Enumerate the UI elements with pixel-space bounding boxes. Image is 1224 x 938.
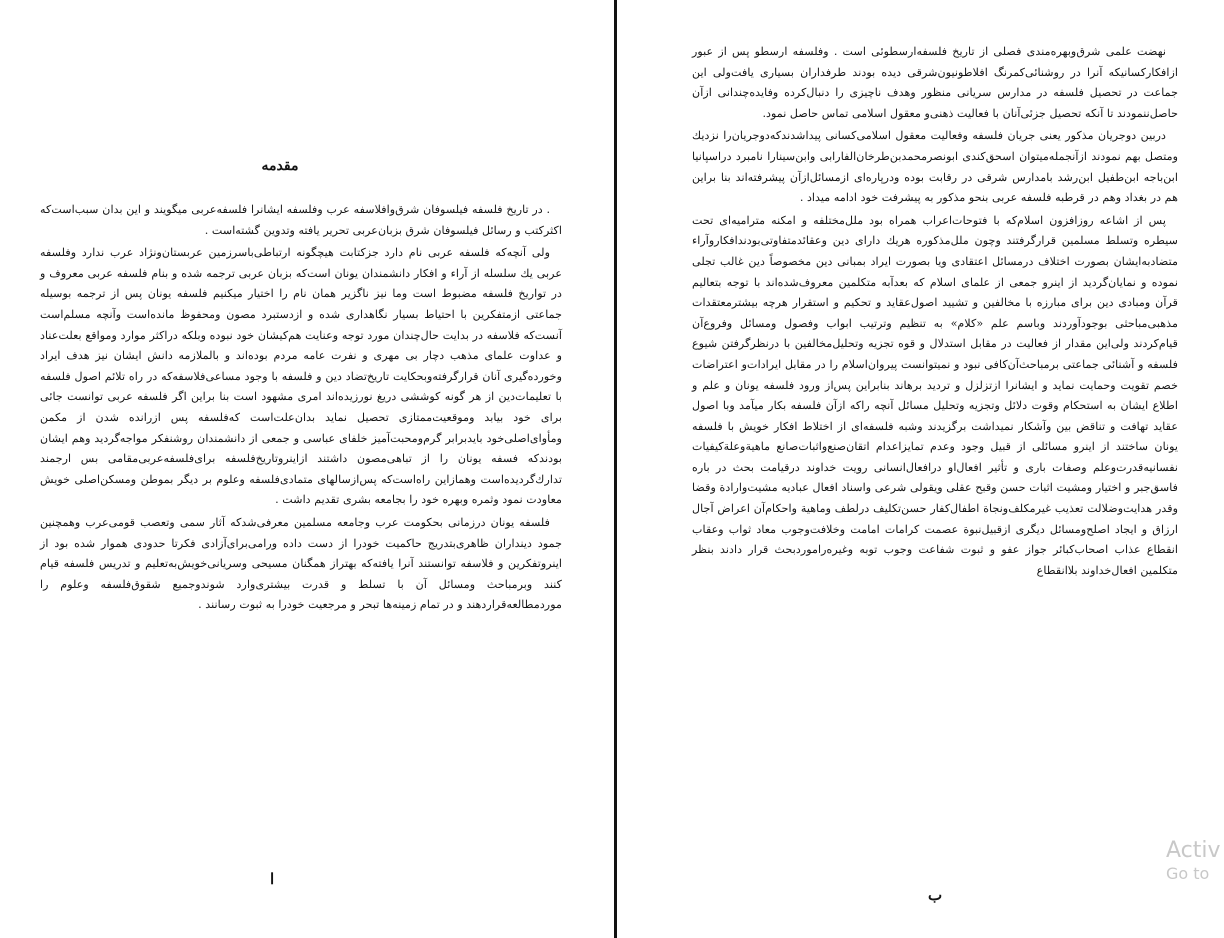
page-title: مقدمه: [261, 158, 299, 174]
left-page-number: ا: [270, 870, 275, 888]
right-paragraph-1: نهضت علمی شرق‌وبهره‌مندی فصلی از تاریخ فلسفه‌ارسطوئی است . وفلسفه ارسطو پس از عبور ازافکارکسانیکه آنرا در روشنائی‌کمرنگ افلاطونیون‌شرقی دیده بودند طرفداران بسیاری یافت‌ولی این جماعت در تحصیل فلسفه در مدارس سریانی منظور وهدف ناچیزی را دنبال‌کرده وفایده‌چندانی ازآن حاصل‌ننمودند تا آنکه تحصیل جزئی‌آنان با فعالیت ذهنی‌و معقول اسلامی تماس حاصل نمود.: [692, 45, 1178, 120]
watermark-line-1: Activ: [1166, 838, 1221, 863]
right-page-number: ب: [928, 886, 943, 904]
right-paragraph-2: دربین دوجریان مذکور یعنی جریان فلسفه وفعالیت معقول اسلامی‌کسانی پیداشدندکه‌دوجریان‌را نزدیك ومتصل بهم نمودند ازآنجمله‌میتوان اسحق‌کندی ابونصرمحمدبن‌طرخان‌الفارابی وابن‌سینارا نامبرد دراسپانیا ابن‌باجه ابن‌طفیل ابن‌رشد بامدارس شرقی در رقابت بوده ودرپاره‌ای ازمسائل‌ازآن پیشرفته‌اند بنا براین هم در بغداد وهم در قرطبه فلسفه عربی بنحو مذکور به پیشرفت خود ادامه میداد .: [692, 129, 1178, 205]
right-paragraph-3: پس از اشاعه روزافزون اسلام‌که با فتوحات‌اعراب همراه بود ملل‌مختلفه و امکنه متراميه‌ای تحت سیطره وتسلط مسلمین قرارگرفتند وچون ملل‌مذکوره هریك دارای دین وعقائدمتفاوتی‌بودند‌افکاروآراء متضاد‌به‌ایشان بصورت اختلاف درمسائل اعتقادی ویا بصورت ایراد بمبانی دین مخصوصاً دین غالب تجلی نموده و نمایان‌گردید از اینرو جمعی از علمای اسلام که بعدآبه متکلمین معروف‌شده‌اند با توجه بتعالیم قرآن ومبادی دین برای مبارزه با مخالفین و تشیید اصول‌عقاید و تحکیم و استقرار هرچه بیشتر‌معتقدات مذهبی‌مباحثی بوجودآوردند وباسم علم «کلام» به تنظیم وترتیب ابواب وفصول ومسائل وفروع‌آن قیام‌کردند ولی‌این مقدار از فعالیت در مقابل استدلال و قوه تجزیه وتحلیل‌مخالفین با درنظرگرفتن شیوع فلسفه و آشنائی جماعتی برمباحث‌آن‌کافی نبود و نمیتوانست پیروان‌اسلام را در مقابل ایرادات‌و اعتراضات خصم تقویت وحمایت نماید و ایشانرا ازتزلزل و تردید برهاند بنابراین پس‌از ورود فلسفه یونان و علم و اطلاع ایشان به استحکام وقوت دلائل وتجزیه وتحلیل مسائل آنچه راکه ازآن فلسفه بکار میآمد وبا اصول عقاید تهافت و تناقض بین وآشکار نمیداشت برگزیدند وشبه فلسفه‌ای از اختلاط افکار خویش با فلسفه یونان ساختند از اینرو مسائلی از قبیل وجود وعدم تمایزاعدام اتقان‌صنع‌واثبات‌صانع ماهیة‌وعلة‌کیفیات نفسانیه‌قدرت‌وعلم وصفات باری و تأثیر افعال‌او درافعال‌انسانی رویت خداوند درقیامت بحث در باره فاسق‌جبر و اختیار ومشیت اثبات حسن وقبح عقلی ویقولی شرعی واسناد افعال عبادیه مشیت‌وارادة وقضا وقدر هدایت‌وضلالت تعذیب غیرمکلف‌ونجاة اطفال‌کفار حسن‌تکلیف درلطف وماهیة واحکام‌آن اعراض آجال ارزاق و ایجاد اصلح‌ومسائل دیگری ازقبیل‌نبوة عصمت کرامات امامت وخلافت‌وجوب معاد ثواب وعقاب انقطاع عذاب اصحاب‌کبائر جواز عفو و ثبوت شفاعت وجوب توبه وغیره‌راموردبحث قرار دادند بنظر متکلمین افعال‌خداوند بلاانقطاع: [692, 213, 1178, 577]
activation-watermark: [1166, 838, 1221, 884]
right-page-text: [692, 42, 1178, 583]
left-paragraph-2: ولی آنچه‌که فلسفه عربی نام دارد جزکتابت هیچگونه ارتباطی‌باسرزمین عربستان‌ونژاد عرب ندارد وفلسفه عربی یك سلسله از آراء و افکار دانشمندان یونان است‌که بزبان عربی ترجمه شده و بنام فلسفه عربی معروف و در تواریخ فلسفه مضبوط است وما نیز ناگزیر همان نام را اختیار میکنیم فلسفه یونان پس از ترجمه بوسیله جماعتی ازمتفکرین با احتیاط بسیار نگاهداری شده و ازدستبرد مصون ومحفوظ مانده‌است وآنچه مسلم‌است آنست‌که فلاسفه در بدایت حال‌چندان مورد توجه وعنایت هم‌کیشان خود نبوده وبلکه دراکثر موارد ومواقع بعلت‌عناد و عداوت علمای مذهب دچار بی مهری و نفرت عامه مردم بوده‌اند و بالملازمه دانش ایشان نیز هدف ایراد وخورده‌گیری آنان قرارگرفته‌وبحکایت تاریخ‌تضاد دین و فلسفه با وجود مساعی‌فلاسفه‌که در راه تلائم اصول فلسفه با تعلیمات‌دین از هر گونه کوششی دریغ نورزیده‌اند امری مشهود است بنا براین اگر فلسفه عربی توانست جائی برای خود بیابد وموقعیت‌ممتازی تحصیل نماید بدان‌علت‌است که‌فلسفه پس ازرانده شدن از مکمن ومأوای‌اصلی‌خود بایدبرابر گرم‌ومحبت‌آمیز خلفای عباسی و جمعی از دانشمندان روشنفکر مواجه‌گردید وهم ایشان بودندکه فسفه یونان را از تباهی‌مصون داشتند ازاینروتاریخ‌فلسفه برای‌فلسفه‌عربی‌مقامی بس ارجمند تدارك‌گردیده‌است وهمازاین راه‌است‌که پس‌ازسالهای متمادی‌فلسفه وعلوم بر دیگر بموطن ومسکن‌اصلی خویش معاودت نمود وثمره وبهره خود را بجامعه بشری تقدیم داشت .: [40, 246, 562, 507]
book-spine-divider: [614, 0, 617, 938]
left-page-text: [40, 200, 562, 618]
left-paragraph-3: فلسفه یونان درزمانی بحکومت عرب وجامعه مسلمین معرفی‌شدکه آثار سمی وتعصب قومی‌عرب وهمچنین جمود دینداران ظاهری‌بتدریج حاکمیت خودرا از دست داده ورامی‌برای‌آزادی فکرتا حدودی هموار شده بود از اینروتفکرین و فلاسفه توانستند آنرا یافته‌که بهتراز همگنان مسیحی وسریانی‌خویش‌به‌تعلیم و تدریس فلسفه قیام کنند وبرمباحث ومسائل آن با تسلط و قدرت بیشتری‌وارد شوندوجمیع شقوق‌فلسفه وعلوم را موردمطالعه‌قراردهند و در تمام زمینه‌ها تبحر و مرجعیت خودرا به ثبوت رسانند .: [40, 515, 562, 612]
watermark-line-2: Go to: [1166, 864, 1210, 884]
left-paragraph-1: . در تاریخ فلسفه فیلسوفان شرق‌وافلاسفه عرب وفلسفه ایشانرا فلسفه‌عربی میگویند و این بدان سبب‌است‌که اکثرکتب و رسائل فیلسوفان شرق بزبان‌عربی تحریر یافته وتدوین گشته‌است .: [40, 203, 562, 237]
right-page: [620, 0, 1224, 938]
